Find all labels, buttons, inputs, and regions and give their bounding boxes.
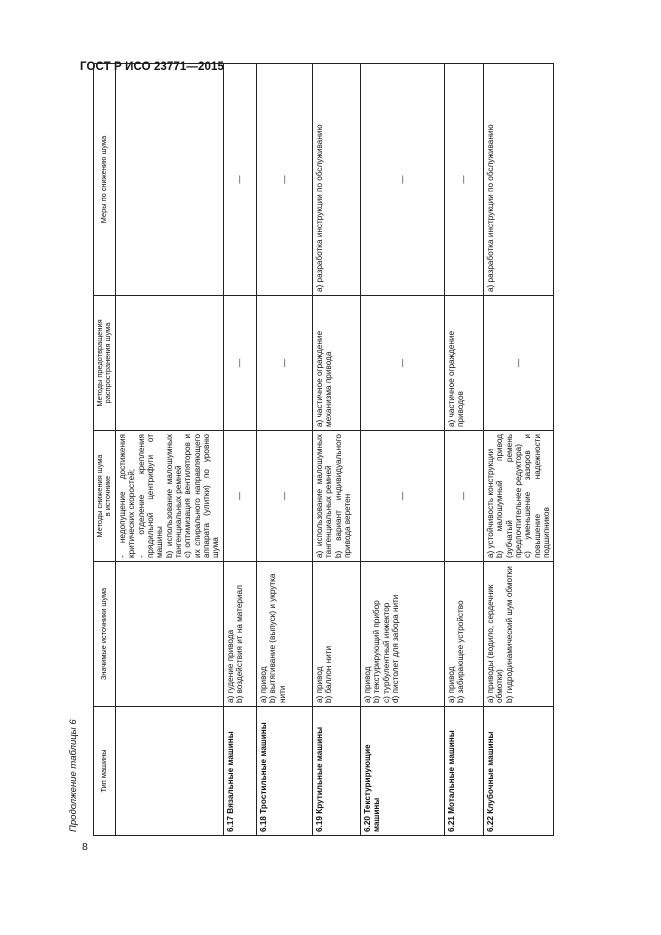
reduction-measures: — (223, 64, 256, 296)
list-item: c) уменьшение зазоров и повышение надежности подшипников (523, 434, 551, 558)
source-methods (312, 431, 360, 562)
list-item: b) забирающее устройство (456, 600, 466, 703)
list-item: a) привод (258, 666, 268, 703)
machine-type: 6.19 Крутильные машины (312, 707, 360, 836)
table-row (115, 64, 223, 836)
table-row (312, 64, 360, 836)
table-row (256, 64, 312, 836)
noise-sources (360, 562, 444, 707)
page-number: 8 (82, 841, 88, 853)
column-header-text: Значимые источники шума (99, 587, 109, 681)
list-item: b) вариант индивидуального привода веретен (333, 434, 352, 558)
dash: — (397, 491, 407, 501)
source-methods (444, 431, 483, 562)
column-header-text: Методы предотвращения распространения шума (95, 319, 113, 407)
prevention-methods: — (223, 296, 256, 431)
source-methods (360, 431, 444, 562)
table-caption: Продолжение таблицы 6 (68, 719, 79, 832)
column-header (94, 431, 116, 562)
source-methods (115, 431, 223, 562)
machine-type: 6.18 Тростильные машины (256, 707, 312, 836)
list-item: - отделение крепления прядильной центрифуги от машины (136, 434, 165, 558)
machine-type: 6.21 Мотальные машины (444, 707, 483, 836)
column-header (94, 562, 116, 707)
table-row (444, 64, 483, 836)
source-methods (483, 431, 553, 562)
machine-type: 6.22 Клубочные машины (483, 707, 553, 836)
reduction-measures: a) разработка инструкции по обслуживанию (483, 64, 553, 296)
noise-sources (444, 562, 483, 707)
list-item: a) использование малошумных тангенциальных ремней (314, 434, 334, 558)
rotated-table-area (68, 64, 573, 836)
machine-type: 6.17 Вязальные машины (223, 707, 256, 836)
column-header-text: Меры по снижению шума (99, 135, 109, 224)
column-header (94, 64, 116, 296)
reduction-measures: — (444, 64, 483, 296)
list-item: a) гудение привода (225, 629, 235, 703)
column-header (94, 707, 116, 836)
noise-sources (312, 562, 360, 707)
dash: — (459, 491, 469, 501)
prevention-methods: a) частичное ограждение приводов (444, 296, 483, 431)
noise-sources (115, 562, 223, 707)
noise-sources (483, 562, 553, 707)
prevention-methods: — (483, 296, 553, 431)
column-header-text: Методы снижения шума в источнике (95, 454, 113, 538)
reduction-measures: — (360, 64, 444, 296)
prevention-methods: a) частичное ограждение механизма привода (312, 296, 360, 431)
noise-sources (256, 562, 312, 707)
list-item: a) приводы (водило, сердечник обмотки) (485, 584, 505, 703)
noise-sources (223, 562, 256, 707)
list-item: a) привод (362, 666, 372, 703)
list-item: c) оптимизация вентиляторов и их спирального направляющего аппарата (улитки) по уровню шума (183, 434, 221, 558)
dash: — (279, 491, 289, 501)
column-header-text: Тип машины (99, 749, 109, 793)
source-methods (256, 431, 312, 562)
source-methods (223, 431, 256, 562)
column-header (94, 296, 116, 431)
prevention-methods (115, 296, 223, 431)
list-item: - недопущение достижения критических скоростей; (117, 434, 137, 558)
table-row (360, 64, 444, 836)
prevention-methods: — (360, 296, 444, 431)
noise-table (93, 63, 554, 836)
reduction-measures: a) разработка инструкции по обслуживанию (312, 64, 360, 296)
list-item: d) пистолет для забора нити (390, 594, 400, 703)
reduction-measures (115, 64, 223, 296)
machine-type: 6.20 Текстурирующие машины (360, 707, 444, 836)
list-item: a) привод (314, 666, 324, 703)
table-header-row (94, 64, 116, 836)
list-item: b) вытягивание (выпуск) и укрутка нити (268, 573, 287, 703)
list-item: a) привод (446, 666, 456, 703)
reduction-measures: — (256, 64, 312, 296)
list-item: b) баллон нити (324, 645, 334, 703)
table-row (223, 64, 256, 836)
list-item: b) текстурирующий прибор (372, 600, 382, 703)
list-item: b) малошумный привод (зубчатый ремень предпочтительнее редуктора) (495, 434, 523, 558)
list-item: c) турбулентный инжектор (381, 602, 391, 703)
list-item: b) использование малошумных тангенциальных ремней (164, 434, 183, 558)
list-item: b) гидродинамический шум обмотки (504, 566, 514, 703)
table-row (483, 64, 553, 836)
list-item: a) устойчивость конструкции (485, 448, 495, 558)
document-header: ГОСТ Р ИСО 23771—2015 (80, 61, 225, 73)
list-item: b) воздействия ит на материал (235, 585, 245, 703)
dash: — (235, 491, 245, 501)
prevention-methods: — (256, 296, 312, 431)
machine-type (115, 707, 223, 836)
